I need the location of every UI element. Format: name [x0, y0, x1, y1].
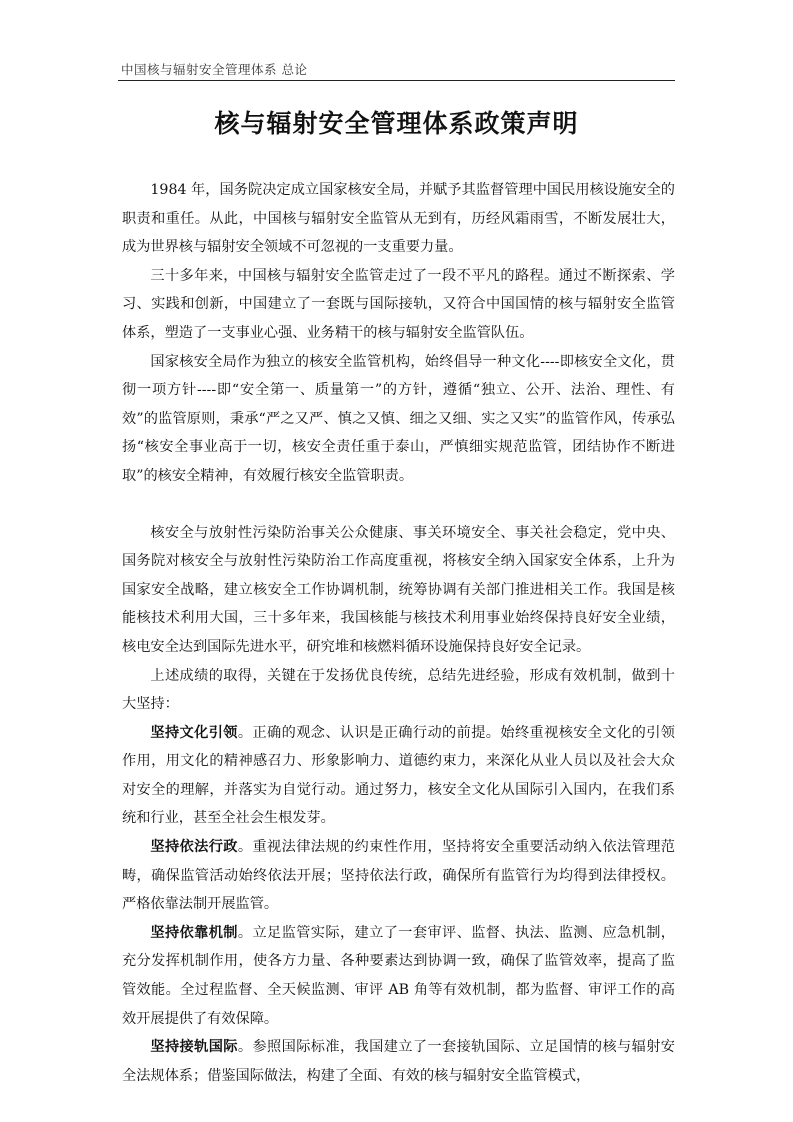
paragraph: 1984 年，国务院决定成立国家核安全局，并赋予其监督管理中国民用核设施安全的职责和重任。从此，中国核与辐射安全监管从无到有，历经风霜雨雪，不断发展壮大，成为世界核与辐射安全领域不可忽视的一支重要力量。	[122, 182, 675, 256]
principle-text: 。立足监管实际，建立了一套审评、监督、执法、监测、应急机制，充分发挥机制作用，使各方力量、各种要素达到协调一致，确保了监管效率，提高了监管效能。全过程监督、全天候监测、审评 AB 角等有效机制，都为监督、审评工作的高效开展提供了有效保障。	[122, 924, 675, 1027]
page-title: 核与辐射安全管理体系政策声明	[214, 109, 579, 138]
principle-text: 。重视法律法规的约束性作用，坚持将安全重要活动纳入依法管理范畴，确保监管活动始终依法开展；坚持依法行政，确保所有监管行为均得到法律授权。严格依靠法制开展监管。	[122, 839, 675, 913]
principle-text: 。参照国际标准，我国建立了一套接轨国际、立足国情的核与辐射安全法规体系；借鉴国际做法，构建了全面、有效的核与辐射安全监管模式，	[122, 1039, 675, 1084]
document-body	[122, 176, 675, 1090]
principle-heading: 坚持接轨国际	[150, 1039, 238, 1056]
paragraph: 国家核安全局作为独立的核安全监管机构，始终倡导一种文化----即核安全文化，贯彻一项方针----即“安全第一、质量第一”的方针，遵循“独立、公开、法治、理性、有效”的监管原则，秉承“严之又严、慎之又慎、细之又细、实之又实”的监管作风，传承弘扬“核安全事业高于一切，核安全责任重于泰山，严慎细实规范监管，团结协作不断进取”的核安全精神，有效履行核安全监管职责。	[122, 353, 675, 484]
header-rule	[118, 80, 675, 81]
principle-paragraph	[122, 1033, 675, 1090]
principle-heading: 坚持依靠机制	[150, 924, 238, 941]
paragraph: 三十多年来，中国核与辐射安全监管走过了一段不平凡的路程。通过不断探索、学习、实践和创新，中国建立了一套既与国际接轨，又符合中国国情的核与辐射安全监管体系，塑造了一支事业心强、业务精干的核与辐射安全监管队伍。	[122, 267, 675, 341]
principle-heading: 坚持依法行政	[150, 839, 238, 856]
principle-heading: 坚持文化引领	[150, 724, 238, 741]
paragraph: 上述成绩的取得，关键在于发扬优良传统，总结先进经验，形成有效机制，做到十大坚持：	[122, 667, 675, 713]
principle-text: 。正确的观念、认识是正确行动的前提。始终重视核安全文化的引领作用，用文化的精神感召力、形象影响力、道德约束力，来深化从业人员以及社会大众对安全的理解，并落实为自觉行动。通过努力，核安全文化从国际引入国内，在我们系统和行业，甚至全社会生根发芽。	[122, 724, 675, 827]
principle-paragraph	[122, 833, 675, 919]
paragraph: 核安全与放射性污染防治事关公众健康、事关环境安全、事关社会稳定，党中央、国务院对核安全与放射性污染防治工作高度重视，将核安全纳入国家安全体系，上升为国家安全战略，建立核安全工作协调机制，统筹协调有关部门推进相关工作。我国是核能核技术利用大国，三十多年来，我国核能与核技术利用事业始终保持良好安全业绩，核电安全达到国际先进水平，研究堆和核燃料循环设施保持良好安全记录。	[122, 524, 675, 655]
running-header: 中国核与辐射安全管理体系 总论	[121, 62, 308, 77]
principle-paragraph	[122, 719, 675, 833]
principle-paragraph	[122, 919, 675, 1033]
